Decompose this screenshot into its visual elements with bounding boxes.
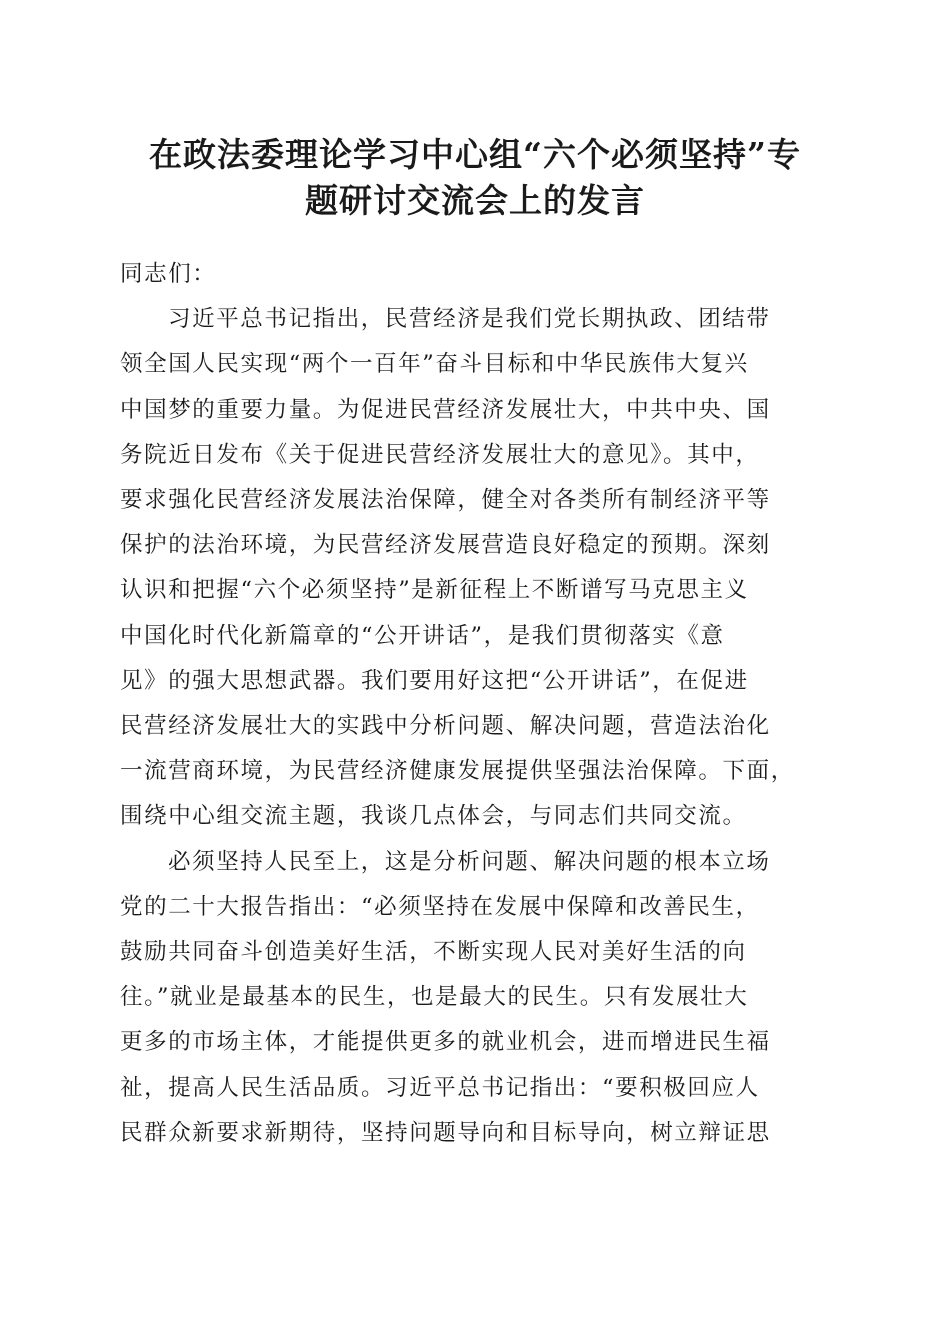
text-line: 必须坚持人民至上，这是分析问题、解决问题的根本立场 [168, 848, 771, 875]
title-line: 在政法委理论学习中心组“六个必须坚持”专 [149, 135, 801, 174]
text-line: 中国化时代化新篇章的“公开讲话”，是我们贯彻落实《意 [120, 622, 725, 649]
text-line: 鼓励共同奋斗创造美好生活，不断实现人民对美好生活的向 [120, 939, 747, 966]
text-line: 祉，提高人民生活品质。习近平总书记指出：“要积极回应人 [120, 1074, 760, 1101]
paragraph-1 [120, 297, 834, 839]
salutation: 同志们： [120, 261, 217, 287]
text-line: 务院近日发布《关于促进民营经济发展壮大的意见》。其中， [120, 441, 760, 468]
document-title [100, 132, 850, 224]
document-body [120, 252, 834, 1156]
text-line: 往。”就业是最基本的民生，也是最大的民生。只有发展壮大 [120, 984, 749, 1011]
paragraph-2 [120, 840, 834, 1156]
text-line: 保护的法治环境，为民营经济发展营造良好稳定的预期。深刻 [120, 532, 771, 559]
title-line: 题研讨交流会上的发言 [305, 181, 645, 220]
text-line: 围绕中心组交流主题，我谈几点体会，与同志们共同交流。 [120, 803, 747, 830]
text-line: 更多的市场主体，才能提供更多的就业机会，进而增进民生福 [120, 1029, 771, 1056]
text-line: 要求强化民营经济发展法治保障，健全对各类所有制经济平等 [120, 487, 771, 514]
text-line: 见》的强大思想武器。我们要用好这把“公开讲话”，在促进 [120, 667, 749, 694]
text-line: 民群众新要求新期待，坚持问题导向和目标导向，树立辩证思 [120, 1119, 771, 1146]
text-line: 认识和把握“六个必须坚持”是新征程上不断谱写马克思主义 [120, 577, 749, 604]
text-line: 党的二十大报告指出：“必须坚持在发展中保障和改善民生， [120, 893, 760, 920]
text-line: 习近平总书记指出，民营经济是我们党长期执政、团结带 [168, 306, 771, 333]
text-line: 领全国人民实现“两个一百年”奋斗目标和中华民族伟大复兴 [120, 351, 749, 378]
text-line: 中国梦的重要力量。为促进民营经济发展壮大，中共中央、国 [120, 396, 771, 423]
text-line: 民营经济发展壮大的实践中分析问题、解决问题，营造法治化 [120, 713, 771, 740]
text-line: 一流营商环境，为民营经济健康发展提供坚强法治保障。下面， [120, 758, 795, 785]
